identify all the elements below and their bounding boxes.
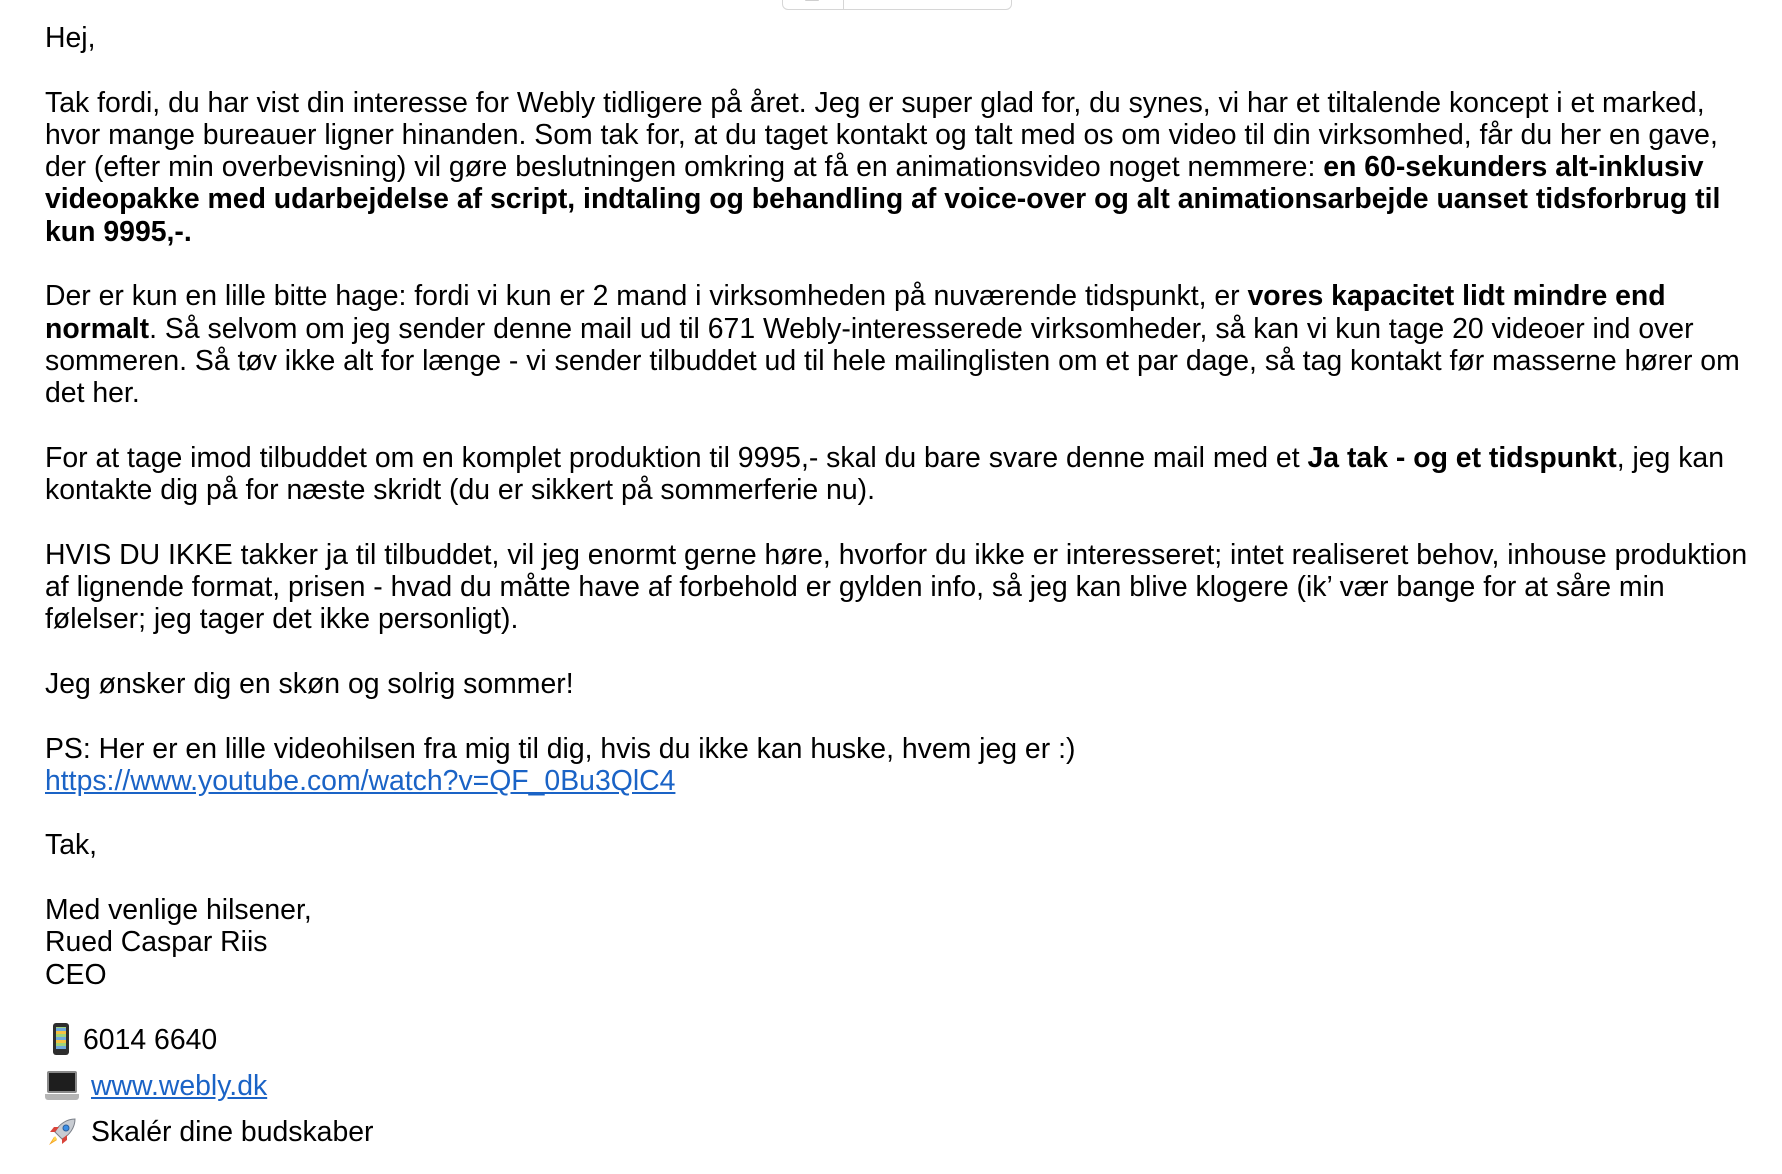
laptop-icon — [45, 1069, 79, 1103]
tagline: Skalér dine budskaber — [91, 1116, 374, 1149]
paragraph-offer-text: Tak fordi, du har vist din interesse for Webly tidligere på året. Jeg er super glad for, du synes, vi har et tiltalende koncept i et marked, hvor mange bureauer ligner hinanden. Som tak for, at du taget kontakt og talt med os om video til din virksomhed, får du her en gave, der (efter min overbevisning) vil gøre beslutningen omkring at få en animationsvideo noget nemmere: — [45, 86, 1718, 184]
paragraph-capacity-text-a: Der er kun en lille bitte hage: fordi vi kun er 2 mand i virksomheden på nuværende tidspunkt, er — [45, 280, 1248, 313]
signature-phone — [45, 1017, 1765, 1063]
greeting: Hej, — [45, 22, 96, 54]
mobile-phone-icon — [45, 1023, 79, 1057]
toolbar-divider — [843, 0, 844, 9]
paragraph-ps — [45, 733, 1765, 798]
signature-website — [45, 1063, 1765, 1109]
sender-title: CEO — [45, 958, 107, 991]
paragraph-summer: Jeg ønsker dig en skøn og solrig sommer! — [45, 667, 574, 700]
paragraph-accept-highlight: Ja tak - og et tidspunkt — [1307, 441, 1617, 474]
paragraph-accept-text-b: , jeg kan kontakte dig på for næste skridt (du er sikkert på sommerferie nu). — [45, 441, 1725, 507]
paragraph-accept-text-a: For at tage imod tilbuddet om en komplet produktion til 9995,- skal du bare svare denne mail med et — [45, 441, 1308, 474]
phone-number: 6014 6640 — [83, 1024, 218, 1057]
paragraph-offer-highlight: en 60-sekunders alt-inklusiv videopakke med udarbejdelse af script, indtaling og behandling af voice-over og alt animationsarbejde uanset tidsforbrug til kun 9995,-. — [45, 151, 1721, 248]
signature-block — [45, 894, 1765, 991]
toolbar-tab-fragment — [782, 0, 1012, 10]
toolbar-icon — [805, 0, 819, 1]
sender-name: Rued Caspar Riis — [45, 926, 268, 959]
paragraph-accept — [45, 442, 1765, 507]
ps-text: PS: Her er en lille videohilsen fra mig til dig, hvis du ikke kan huske, hvem jeg er :) — [45, 732, 1076, 765]
video-link[interactable]: https://www.youtube.com/watch?v=QF_0Bu3QlC4 — [45, 764, 676, 797]
website-link[interactable]: www.webly.dk — [91, 1070, 268, 1103]
paragraph-capacity-highlight: vores kapacitet lidt mindre end normalt — [45, 280, 1666, 345]
rocket-icon — [45, 1115, 79, 1149]
thanks-line: Tak, — [45, 829, 98, 862]
paragraph-capacity-text-b: . Så selvom om jeg sender denne mail ud til 671 Webly-interesserede virksomheder, så kan vi kun tage 20 videoer ind over sommeren. Så tøv ikke alt for længe - vi sender tilbuddet ud til hele mailinglisten om et par dage, så tag kontakt før masserne hører om det her. — [45, 312, 1740, 410]
paragraph-capacity — [45, 280, 1765, 409]
signature-tagline — [45, 1109, 1765, 1155]
paragraph-feedback: HVIS DU IKKE takker ja til tilbuddet, vil jeg enormt gerne høre, hvorfor du ikke er interesseret; intet realiseret behov, inhouse produktion af lignende format, prisen - hvad du måtte have af forbehold er gylden info, så jeg kan blive klogere (ik’ vær bange for at såre min følelser; jeg tager det ikke personligt). — [45, 538, 1748, 636]
email-body — [45, 22, 1765, 1155]
paragraph-offer — [45, 87, 1765, 248]
closing: Med venlige hilsener, — [45, 894, 312, 927]
